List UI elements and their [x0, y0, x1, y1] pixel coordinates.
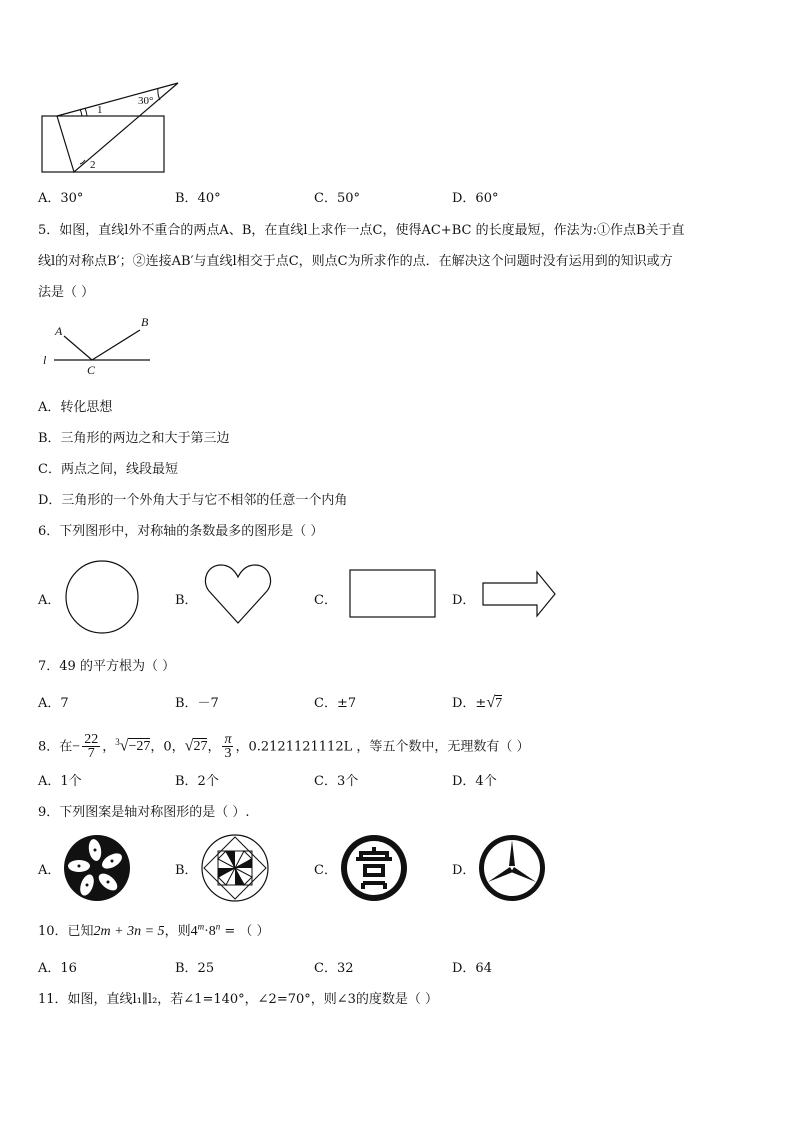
q7-option-d[interactable]: [452, 692, 502, 712]
point-a-label: A: [55, 324, 63, 338]
rectangle-shape: [350, 570, 435, 617]
q10-base2: 8: [208, 924, 216, 939]
q8-neg: −: [72, 739, 81, 755]
q7-stem: 7．49 的平方根为（ ）: [38, 659, 176, 674]
angle-30-label: 30°: [138, 95, 154, 107]
sqrt-sign-27: √: [184, 737, 194, 755]
q10-equation: 2m + 3n = 5: [93, 924, 165, 939]
angle-1-label: 1: [97, 104, 103, 116]
q6-label-b[interactable]: B．: [175, 593, 198, 608]
q7-option-c[interactable]: C．±7: [314, 696, 357, 711]
q9-pinwheel-emblem: [200, 833, 270, 903]
q5-stem-line2: 线l的对称点B′；②连接AB′与直线l相交于点C，则点C为所求作的点．在解决这个问题时没有运用到的知识或方: [38, 254, 673, 269]
q8-option-c[interactable]: C．3个: [314, 774, 359, 789]
fraction-numerator: 22: [84, 732, 99, 748]
ruler-rect: [42, 116, 164, 172]
q7-option-b[interactable]: B．－7: [175, 696, 219, 711]
q5-stem-line1: 5．如图，直线l外不重合的两点A、B，在直线l上求作一点C，使得AC+BC 的长度最短，作法为:①作点B关于直: [38, 223, 685, 238]
segment-ac: [64, 336, 92, 360]
q4-figure: [40, 80, 200, 180]
q10-option-c[interactable]: C．32: [314, 961, 354, 976]
q10-option-d[interactable]: D．64: [452, 961, 492, 976]
q6-circle-figure: [64, 561, 140, 637]
q10-exp2: n: [215, 921, 221, 932]
q7-radicand: 7: [495, 696, 503, 711]
fraction-22-7: [82, 733, 100, 760]
q10-exp1: m: [197, 921, 205, 932]
q8-prefix: 8．在: [38, 739, 73, 755]
q6-rectangle-figure: [349, 569, 437, 619]
set-square: [57, 83, 178, 172]
q11-stem: 11．如图，直线l₁∥l₂，若∠1=140°，∠2=70°，则∠3的度数是（ ）: [38, 992, 439, 1007]
q8-option-d[interactable]: D．4个: [452, 774, 497, 789]
fraction-denominator: 7: [87, 746, 95, 762]
arrow-shape: [483, 572, 555, 616]
q9-label-a[interactable]: A．: [38, 863, 61, 878]
q9-stem: 9．下列图案是轴对称图形的是（ ）.: [38, 805, 250, 820]
cbrt-index: 3: [115, 737, 120, 747]
q6-label-c[interactable]: C．: [314, 593, 337, 608]
pi-denominator: 3: [224, 746, 232, 762]
q8-zero: ，0，: [150, 739, 185, 755]
angle-1-arc-2: [85, 108, 87, 116]
q8-comma-2: ，: [207, 739, 221, 755]
q10-prefix: 10．已知: [38, 924, 94, 939]
q5-option-d[interactable]: D．三角形的一个外角大于与它不相邻的任意一个内角: [38, 493, 348, 508]
q10-base1: 4: [190, 924, 198, 939]
point-c-label: C: [87, 363, 96, 377]
q10-dot: ·: [204, 924, 209, 939]
q10-mid: ，则: [164, 924, 191, 939]
angle-30-arc: [158, 88, 160, 100]
segment-bc: [92, 330, 140, 360]
q4-option-b[interactable]: B．40°: [175, 191, 221, 206]
q9-three-point-star-emblem: [477, 833, 547, 903]
line-l-label: l: [43, 353, 47, 367]
pi-numerator: π: [224, 732, 232, 748]
q6-label-d[interactable]: D．: [452, 593, 476, 608]
q8-comma: ，: [102, 739, 116, 755]
q8-stem: [38, 727, 530, 762]
point-b-label: B: [141, 315, 149, 329]
q9-label-d[interactable]: D．: [452, 863, 476, 878]
q6-arrow-figure: [481, 571, 557, 619]
q9-logo-emblem: [339, 833, 409, 903]
q4-option-c[interactable]: C．50°: [314, 191, 360, 206]
q7-option-a[interactable]: A．7: [38, 696, 69, 711]
q6-label-a[interactable]: A．: [38, 593, 61, 608]
q9-label-b[interactable]: B．: [175, 863, 198, 878]
circle-shape: [66, 561, 138, 633]
q6-heart-figure: [205, 563, 271, 625]
cbrt-argument: −27: [128, 739, 151, 755]
angle-2-label: 2: [90, 159, 96, 171]
q6-stem: 6．下列图形中，对称轴的条数最多的图形是（ ）: [38, 524, 324, 539]
q8-option-b[interactable]: B．2个: [175, 774, 219, 789]
cbrt-sign: √: [119, 737, 129, 755]
q5-option-a[interactable]: A．转化思想: [38, 400, 113, 415]
q7-option-d-prefix: D．±: [452, 696, 487, 711]
sqrt-argument: 27: [193, 739, 208, 755]
q9-label-c[interactable]: C．: [314, 863, 337, 878]
q5-option-c[interactable]: C．两点之间，线段最短: [38, 462, 178, 477]
q8-option-a[interactable]: A．1个: [38, 774, 82, 789]
q10-option-a[interactable]: A．16: [38, 961, 77, 976]
q10-option-b[interactable]: B．25: [175, 961, 215, 976]
heart-shape: [205, 565, 270, 623]
fraction-pi-3: [222, 733, 233, 760]
q5-stem-line3: 法是（ ）: [38, 285, 95, 300]
q4-option-d[interactable]: D．60°: [452, 191, 499, 206]
q10-stem: [38, 920, 270, 940]
q10-suffix: = （ ）: [220, 924, 270, 939]
q5-figure: [40, 312, 160, 378]
q4-option-a[interactable]: A．30°: [38, 191, 84, 206]
q9-bauhinia-emblem: [62, 833, 132, 903]
q8-decimal: ，0.2121121112L ，等五个数中，无理数有（ ）: [235, 739, 530, 755]
sqrt-sign: √: [486, 694, 496, 711]
q5-option-b[interactable]: B．三角形的两边之和大于第三边: [38, 431, 230, 446]
